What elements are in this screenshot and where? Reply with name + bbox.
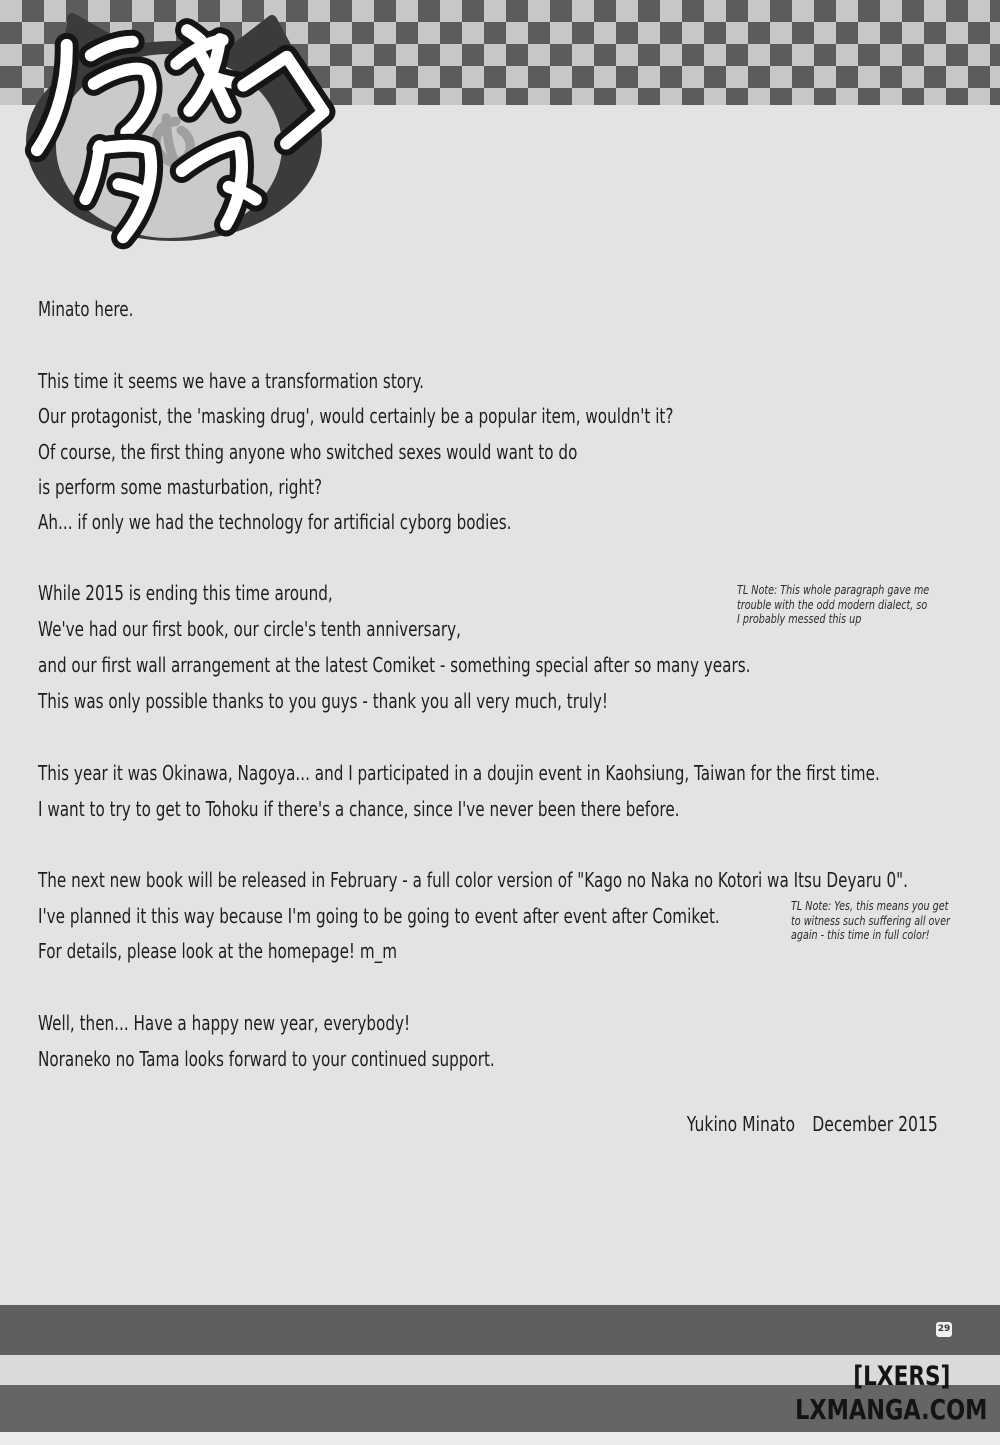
footer-light-strip (0, 1355, 1000, 1385)
letter-line: This time it seems we have a transformation story. (38, 369, 425, 393)
letter-line: I want to try to get to Tohoku if there's a chance, since I've never been there before. (38, 797, 680, 821)
tl-note-2 (791, 899, 950, 943)
letter-line: This was only possible thanks to you guys - thank you all very much, truly! (38, 689, 608, 713)
circle-logo (14, 6, 354, 261)
tl-note-line: again - this time in full color! (791, 928, 930, 942)
letter-line: is perform some masturbation, right? (38, 475, 323, 499)
tl-note-1 (737, 583, 929, 627)
letter-line: Of course, the first thing anyone who switched sexes would want to do (38, 440, 578, 464)
letter-line: Noraneko no Tama looks forward to your continued support. (38, 1047, 495, 1071)
letter-line: We've had our first book, our circle's tenth anniversary, (38, 617, 461, 641)
tl-note-line: trouble with the odd modern dialect, so (737, 597, 928, 612)
tl-note-line: TL Note: Yes, this means you get (791, 899, 949, 913)
letter-line: I've planned it this way because I'm going to be going to event after event after Comiket. (38, 904, 720, 928)
footer-bottom-strip (0, 1432, 1000, 1445)
letter-line: and our first wall arrangement at the latest Comiket - something special after so many years. (38, 653, 751, 677)
tl-note-line: I probably messed this up (737, 612, 862, 626)
letter-line: This year it was Okinawa, Nagoya... and I participated in a doujin event in Kaohsiung, Taiwan for the first time. (38, 761, 880, 785)
signature-date: December 2015 (812, 1112, 938, 1136)
signature-name: Yukino Minato (686, 1112, 796, 1136)
letter-line: Our protagonist, the 'masking drug', would certainly be a popular item, wouldn't it? (38, 404, 674, 428)
letter-line-greeting: Minato here. (38, 297, 134, 321)
page-number-badge: 29 (936, 1322, 952, 1337)
scanlation-group-tag: [LXERS] (852, 1361, 950, 1392)
letter-line: For details, please look at the homepage! m_m (38, 939, 398, 963)
signature (687, 1112, 938, 1136)
letter-line: Well, then... Have a happy new year, everybody! (38, 1011, 411, 1035)
footer-dark-band-top (0, 1305, 1000, 1355)
letter-line: While 2015 is ending this time around, (38, 581, 333, 605)
letter-line: Ah... if only we had the technology for artificial cyborg bodies. (38, 510, 512, 534)
letter-line: The next new book will be released in February - a full color version of "Kago no Naka no Kotori wa Itsu Deyaru 0". (38, 868, 908, 892)
tl-note-line: to witness such suffering all over (791, 913, 950, 928)
scanlation-site-name: LXMANGA.COM (794, 1393, 987, 1426)
tl-note-line: TL Note: This whole paragraph gave me (737, 583, 930, 597)
